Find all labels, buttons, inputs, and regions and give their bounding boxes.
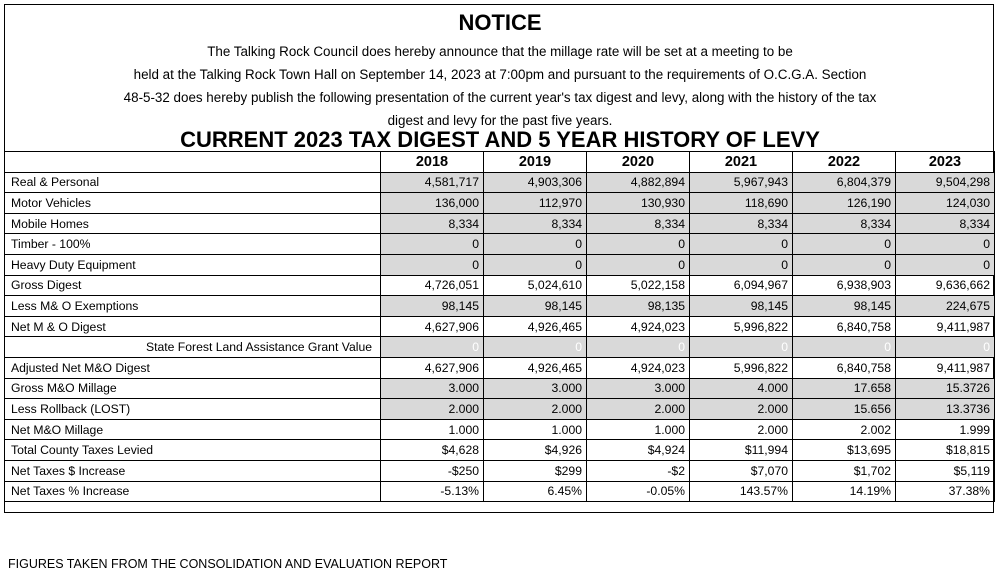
value-cell: 0 [793,337,896,358]
value-cell: 98,145 [690,296,793,317]
value-cell: $4,926 [484,440,587,461]
table-row [5,440,995,461]
value-cell: 6,804,379 [793,172,896,193]
value-cell: 2.000 [690,419,793,440]
value-cell: 5,024,610 [484,275,587,296]
row-label: Timber - 100% [5,234,381,255]
value-cell: 5,022,158 [587,275,690,296]
value-cell: 13.3736 [896,399,995,420]
row-label: Total County Taxes Levied [5,440,381,461]
value-cell: 8,334 [690,213,793,234]
value-cell: 0 [587,337,690,358]
value-cell: 2.000 [690,399,793,420]
value-cell: 6,840,758 [793,357,896,378]
value-cell: 8,334 [793,213,896,234]
value-cell: -5.13% [381,481,484,502]
row-label: Less M& O Exemptions [5,296,381,317]
value-cell: 1.000 [381,419,484,440]
value-cell: 0 [587,234,690,255]
value-cell: -$2 [587,460,690,481]
value-cell: 9,411,987 [896,316,995,337]
value-cell: 126,190 [793,193,896,214]
value-cell: 0 [793,254,896,275]
value-cell: 224,675 [896,296,995,317]
value-cell: 15.656 [793,399,896,420]
value-cell: 5,996,822 [690,316,793,337]
value-cell: 0 [690,337,793,358]
value-cell: 4.000 [690,378,793,399]
value-cell: -$250 [381,460,484,481]
value-cell: $299 [484,460,587,481]
table-row [5,460,995,481]
table-row [5,254,995,275]
value-cell: 4,924,023 [587,316,690,337]
row-label: Net M&O Millage [5,419,381,440]
value-cell: 3.000 [381,378,484,399]
value-cell: 0 [484,254,587,275]
value-cell: $5,119 [896,460,995,481]
table-row [5,172,995,193]
value-cell: 0 [690,234,793,255]
value-cell: 5,967,943 [690,172,793,193]
value-cell: 0 [484,337,587,358]
value-cell: 4,627,906 [381,357,484,378]
table-row [5,193,995,214]
value-cell: $4,628 [381,440,484,461]
value-cell: 118,690 [690,193,793,214]
table-row [5,419,995,440]
value-cell: 2.000 [587,399,690,420]
value-cell: 0 [896,337,995,358]
value-cell: 0 [381,234,484,255]
row-label: Gross M&O Millage [5,378,381,399]
value-cell: 98,135 [587,296,690,317]
row-label: Net Taxes $ Increase [5,460,381,481]
table-row [5,481,995,502]
value-cell: 0 [793,234,896,255]
year-header: 2018 [381,152,484,173]
value-cell: $7,070 [690,460,793,481]
value-cell: 98,145 [484,296,587,317]
value-cell: 9,411,987 [896,357,995,378]
notice-line: The Talking Rock Council does hereby announce that the millage rate will be set at a meeting to be [207,44,793,59]
value-cell: 0 [587,254,690,275]
value-cell: 136,000 [381,193,484,214]
value-cell: 98,145 [381,296,484,317]
value-cell: 143.57% [690,481,793,502]
notice-frame [4,4,994,513]
value-cell: 6.45% [484,481,587,502]
table-row [5,296,995,317]
table-row [5,399,995,420]
value-cell: 1.000 [587,419,690,440]
value-cell: $1,702 [793,460,896,481]
table-row [5,275,995,296]
value-cell: 8,334 [484,213,587,234]
value-cell: 4,903,306 [484,172,587,193]
row-label: Heavy Duty Equipment [5,254,381,275]
value-cell: 0 [484,234,587,255]
value-cell: 2.000 [484,399,587,420]
value-cell: -0.05% [587,481,690,502]
row-label: Gross Digest [5,275,381,296]
value-cell: 4,581,717 [381,172,484,193]
notice-line: digest and levy for the past five years. [387,113,613,128]
levy-history-table [4,151,995,502]
year-header: 2021 [690,152,793,173]
value-cell: $4,924 [587,440,690,461]
value-cell: $18,815 [896,440,995,461]
value-cell: 37.38% [896,481,995,502]
value-cell: 4,627,906 [381,316,484,337]
year-header: 2019 [484,152,587,173]
row-label: Less Rollback (LOST) [5,399,381,420]
value-cell: 3.000 [484,378,587,399]
value-cell: 6,840,758 [793,316,896,337]
value-cell: 1.999 [896,419,995,440]
value-cell: 112,970 [484,193,587,214]
value-cell: 9,636,662 [896,275,995,296]
value-cell: 0 [690,254,793,275]
value-cell: 8,334 [381,213,484,234]
notice-body [75,40,925,132]
value-cell: 1.000 [484,419,587,440]
value-cell: 4,882,894 [587,172,690,193]
value-cell: 3.000 [587,378,690,399]
row-label: State Forest Land Assistance Grant Value [5,337,381,358]
value-cell: 2.002 [793,419,896,440]
row-label: Net Taxes % Increase [5,481,381,502]
year-header: 2020 [587,152,690,173]
value-cell: 0 [896,234,995,255]
table-row [5,316,995,337]
value-cell: 124,030 [896,193,995,214]
value-cell: 98,145 [793,296,896,317]
row-label: Motor Vehicles [5,193,381,214]
row-label: Net M & O Digest [5,316,381,337]
source-footnote: FIGURES TAKEN FROM THE CONSOLIDATION AND EVALUATION REPORT [8,557,448,571]
table-row [5,357,995,378]
year-header: 2022 [793,152,896,173]
table-row [5,378,995,399]
notice-line: held at the Talking Rock Town Hall on September 14, 2023 at 7:00pm and pursuant to the requirements of O.C.G.A. Section [133,67,867,82]
row-label: Adjusted Net M&O Digest [5,357,381,378]
value-cell: 14.19% [793,481,896,502]
value-cell: 6,094,967 [690,275,793,296]
table-row [5,337,995,358]
value-cell: 17.658 [793,378,896,399]
value-cell: 130,930 [587,193,690,214]
value-cell: 4,926,465 [484,357,587,378]
value-cell: 0 [896,254,995,275]
value-cell: 0 [381,254,484,275]
value-cell: 6,938,903 [793,275,896,296]
value-cell: 8,334 [896,213,995,234]
notice-title: NOTICE [458,10,542,35]
value-cell: $13,695 [793,440,896,461]
digest-title: CURRENT 2023 TAX DIGEST AND 5 YEAR HISTORY OF LEVY [180,127,820,152]
value-cell: 0 [381,337,484,358]
value-cell: 4,924,023 [587,357,690,378]
value-cell: 9,504,298 [896,172,995,193]
year-header: 2023 [896,152,995,173]
value-cell: 8,334 [587,213,690,234]
year-header-row [5,152,995,173]
value-cell: 15.3726 [896,378,995,399]
table-row [5,213,995,234]
value-cell: 2.000 [381,399,484,420]
notice-line: 48-5-32 does hereby publish the following presentation of the current year's tax digest and levy, along with the history of the tax [123,90,877,105]
value-cell: 4,926,465 [484,316,587,337]
row-label: Mobile Homes [5,213,381,234]
value-cell: $11,994 [690,440,793,461]
row-label: Real & Personal [5,172,381,193]
value-cell: 5,996,822 [690,357,793,378]
table-row [5,234,995,255]
value-cell: 4,726,051 [381,275,484,296]
header-blank [5,152,381,173]
levy-table-body [5,172,995,502]
